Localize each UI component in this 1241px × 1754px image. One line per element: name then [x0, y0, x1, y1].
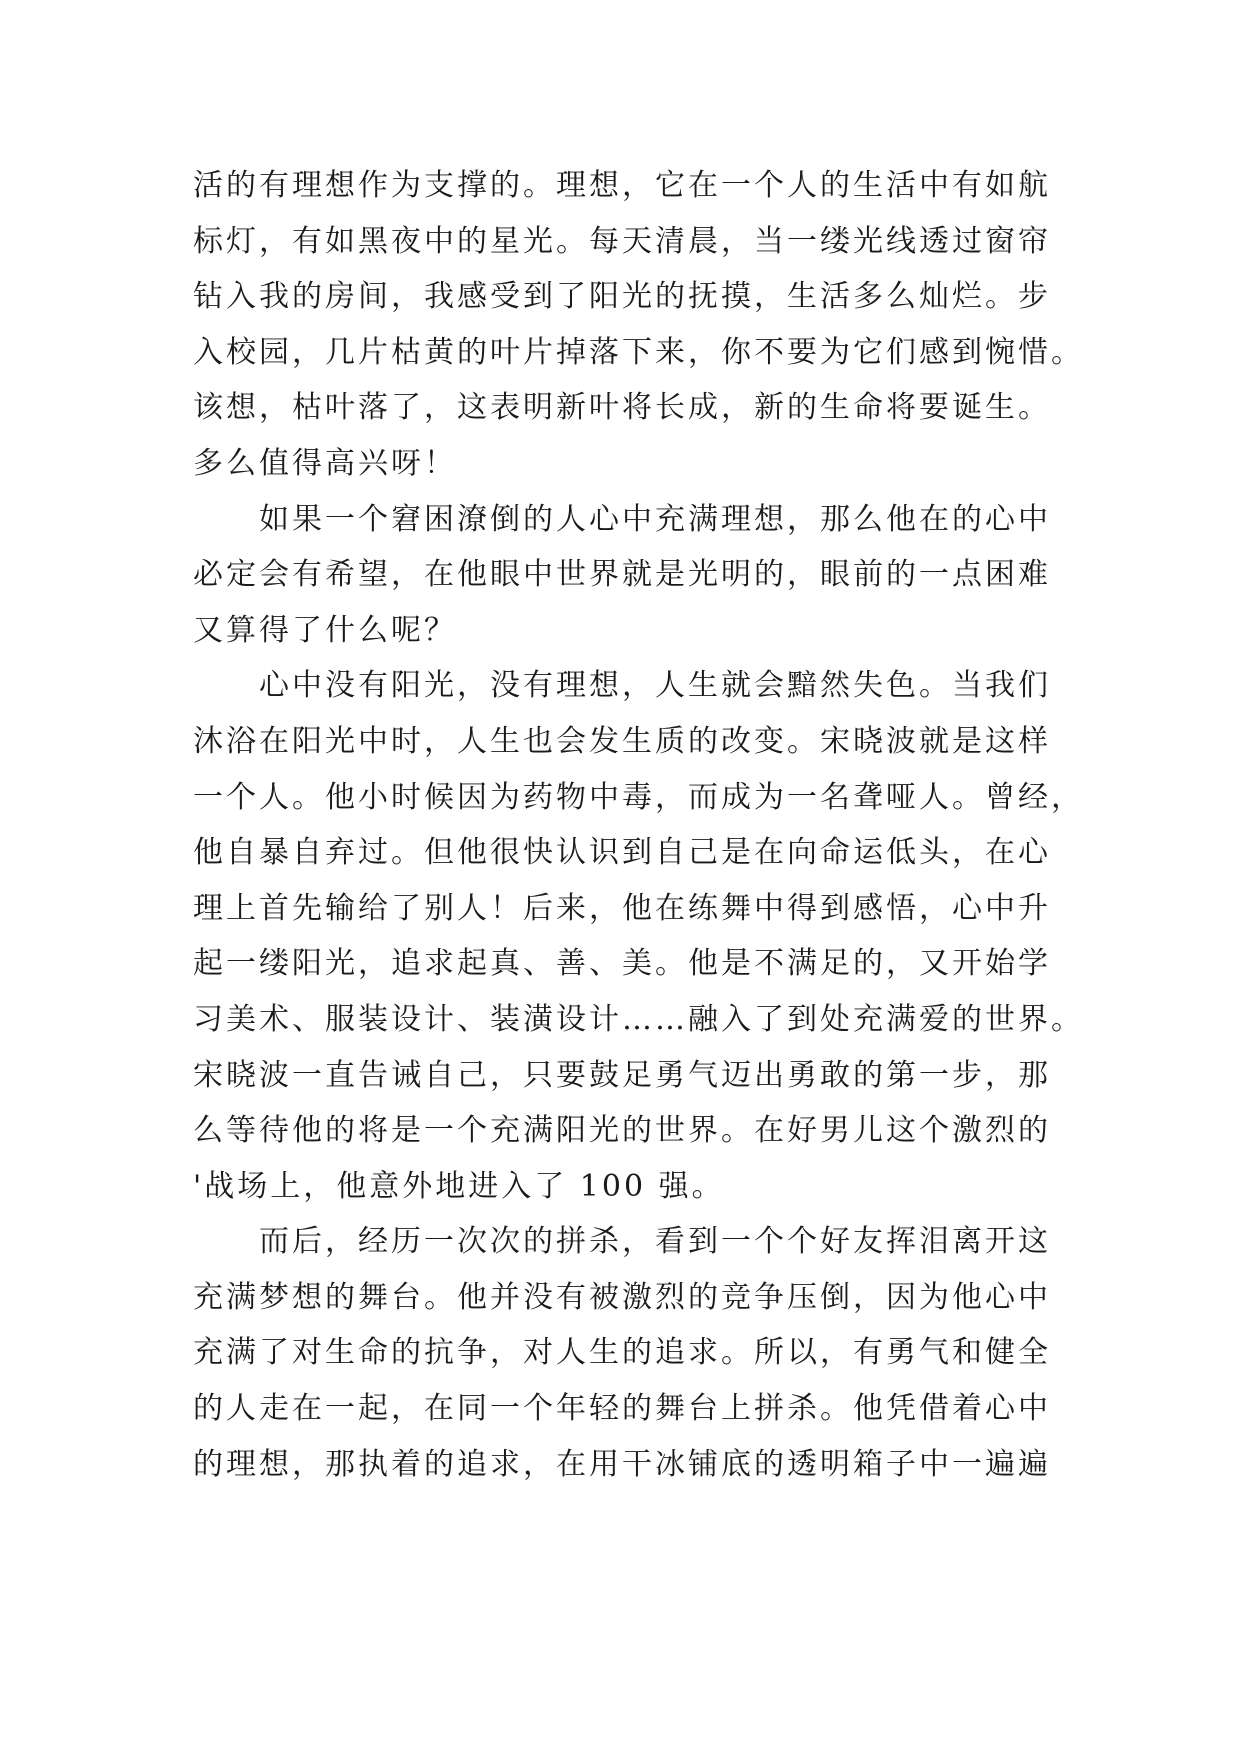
text-line: 理上首先输给了别人！后来，他在练舞中得到感悟，心中升 — [193, 890, 1051, 926]
text-line: 钻入我的房间，我感受到了阳光的抚摸，生活多么灿烂。步 — [193, 279, 1051, 315]
text-line: 的理想，那执着的追求，在用干冰铺底的透明箱子中一遍遍 — [193, 1446, 1051, 1482]
text-line: 多么值得高兴呀！ — [193, 445, 457, 481]
text-line: 标灯，有如黑夜中的星光。每天清晨，当一缕光线透过窗帘 — [193, 223, 1051, 259]
text-line: 他自暴自弃过。但他很快认识到自己是在向命运低头，在心 — [193, 835, 1051, 871]
paragraph-first-line: 心中没有阳光，没有理想，人生就会黯然失色。当我们 — [259, 668, 1051, 704]
text-line: 起一缕阳光，追求起真、善、美。他是不满足的，又开始学 — [193, 946, 1051, 982]
text-line: '战场上，他意外地进入了 100 强。 — [193, 1168, 725, 1204]
text-line: 一个人。他小时候因为药物中毒，而成为一名聋哑人。曾经， — [193, 779, 1084, 815]
text-line: 入校园，几片枯黄的叶片掉落下来，你不要为它们感到惋惜。 — [193, 334, 1084, 370]
paragraph-first-line: 而后，经历一次次的拼杀，看到一个个好友挥泪离开这 — [259, 1224, 1051, 1260]
text-line: 宋晓波一直告诫自己，只要鼓足勇气迈出勇敢的第一步，那 — [193, 1057, 1051, 1093]
paragraph-first-line: 如果一个窘困潦倒的人心中充满理想，那么他在的心中 — [259, 501, 1051, 537]
text-line: 活的有理想作为支撑的。理想，它在一个人的生活中有如航 — [193, 168, 1051, 203]
text-line: 的人走在一起，在同一个年轻的舞台上拼杀。他凭借着心中 — [193, 1391, 1051, 1427]
text-line: 又算得了什么呢？ — [193, 612, 457, 648]
text-line: 充满了对生命的抗争，对人生的追求。所以，有勇气和健全 — [193, 1335, 1051, 1371]
text-line: 该想，枯叶落了，这表明新叶将长成，新的生命将要诞生。 — [193, 390, 1051, 426]
text-line: 么等待他的将是一个充满阳光的世界。在好男儿这个激烈的 — [193, 1113, 1051, 1149]
text-line: 必定会有希望，在他眼中世界就是光明的，眼前的一点困难 — [193, 557, 1051, 593]
text-line: 沐浴在阳光中时，人生也会发生质的改变。宋晓波就是这样 — [193, 723, 1051, 759]
text-line: 充满梦想的舞台。他并没有被激烈的竞争压倒，因为他心中 — [193, 1279, 1051, 1315]
text-line: 习美术、服装设计、装潢设计……融入了到处充满爱的世界。 — [193, 1001, 1084, 1037]
body-text — [193, 158, 1084, 1492]
